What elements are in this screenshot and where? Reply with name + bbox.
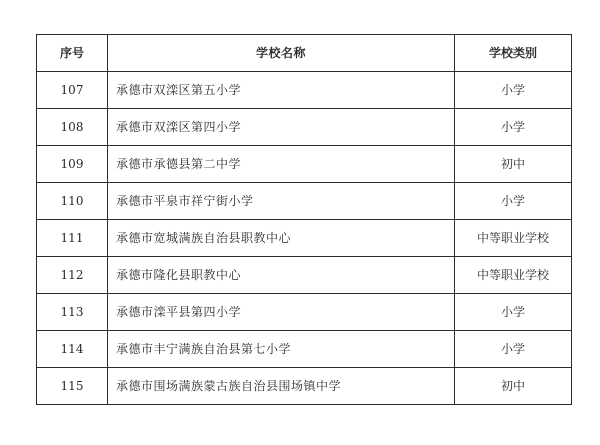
row-number: 115: [37, 368, 108, 405]
row-school-type: 初中: [455, 146, 572, 183]
row-number: 112: [37, 257, 108, 294]
row-school-name: 承德市双滦区第四小学: [108, 109, 455, 146]
row-number: 108: [37, 109, 108, 146]
row-school-type: 中等职业学校: [455, 257, 572, 294]
row-number: 110: [37, 183, 108, 220]
header-school-type: 学校类别: [455, 35, 572, 72]
row-school-name: 承德市承德县第二中学: [108, 146, 455, 183]
table-body: [37, 72, 572, 405]
school-list-table: [36, 34, 572, 405]
row-school-type: 小学: [455, 109, 572, 146]
table-row: [37, 368, 572, 405]
row-school-name: 承德市平泉市祥宁街小学: [108, 183, 455, 220]
row-number: 111: [37, 220, 108, 257]
row-number: 113: [37, 294, 108, 331]
row-number: 107: [37, 72, 108, 109]
table-row: [37, 183, 572, 220]
header-school-name: 学校名称: [108, 35, 455, 72]
row-school-name: 承德市滦平县第四小学: [108, 294, 455, 331]
row-number: 114: [37, 331, 108, 368]
row-school-type: 中等职业学校: [455, 220, 572, 257]
row-school-name: 承德市围场满族蒙古族自治县围场镇中学: [108, 368, 455, 405]
row-number: 109: [37, 146, 108, 183]
row-school-type: 小学: [455, 72, 572, 109]
row-school-name: 承德市丰宁满族自治县第七小学: [108, 331, 455, 368]
table-row: [37, 331, 572, 368]
table-row: [37, 72, 572, 109]
table-row: [37, 257, 572, 294]
table-row: [37, 109, 572, 146]
row-school-name: 承德市双滦区第五小学: [108, 72, 455, 109]
row-school-type: 初中: [455, 368, 572, 405]
row-school-type: 小学: [455, 331, 572, 368]
table-row: [37, 146, 572, 183]
table-header: [37, 35, 572, 72]
table-row: [37, 294, 572, 331]
header-number: 序号: [37, 35, 108, 72]
row-school-type: 小学: [455, 294, 572, 331]
row-school-type: 小学: [455, 183, 572, 220]
header-row: [37, 35, 572, 72]
row-school-name: 承德市隆化县职教中心: [108, 257, 455, 294]
row-school-name: 承德市宽城满族自治县职教中心: [108, 220, 455, 257]
table-row: [37, 220, 572, 257]
